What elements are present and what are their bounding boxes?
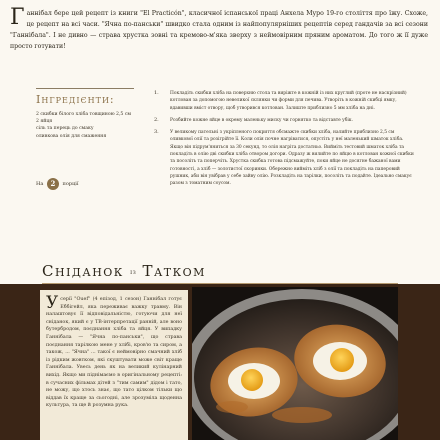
step-number: 1. — [154, 90, 159, 96]
step-number: 3. — [154, 129, 159, 136]
ingredient-item: сіль та перець до смаку — [36, 126, 94, 132]
ingredient-item: оливкова олія для смаження — [36, 133, 107, 139]
section-title-left: Сніданок — [42, 262, 124, 280]
servings-count: 2 — [47, 178, 59, 190]
step-text: Розбийте кожне яйце в окрему маленьку миску чи горнятко та відставте убік. — [170, 117, 353, 123]
step-item — [154, 90, 414, 112]
ingredient-item: 2 яйця — [36, 119, 53, 125]
story-text: серії "Оuef" (4 епізод, 1 сезон) Ганнібал готує Еббігейл, яка переживає важку травму. Він налаштовує її відповідальністю, готуючи для неї сніданок, який є у ТВ-інтерпретації ранній, але воно бутербродом, поєднання хліба та яйця. У випадку Ганнібала — "Ячна по-панськи", що страва поєднання тарілкою мене у хлібі, кров'ю та сиром, а також, ... "Ячна" ... такої є неймовірно смачний хліб із рідким жовтком, які скуштувати може світ краще Ганнібала. Увесь день як на великий кулінарний вихід. Якщо ми піднімаємо в оригінальному рецепті: в сучасних фільмах дітей з "тим самим" дідом і тато, не можу, що хтось знає, що тато цілком тільки що віддав їх краще за сьогодні, але зрозуміла щоденна культура, та ще й розумна рука. — [46, 297, 182, 409]
ingredients-box — [36, 88, 134, 193]
photo-illustration — [192, 287, 398, 440]
intro-text: аннібал бере цей рецепт із книги "El Practicón", класичної іспанської праці Анхела Муро 19-го століття про їжу. Схоже, це рецепт на всі часи. "Ячна по-панськи" швидко стала одним із найпопулярніших рецептів серед гандачів за всі сезони "Ганнібала". І не дивно — страва хрустка зовні та кремово-м'яка зверху з неймовірним пряним ароматом. До того ж її дуже просто готувати! — [10, 10, 428, 50]
intro-dropcap: Г — [10, 5, 25, 30]
section-title — [42, 262, 206, 280]
steps-list — [154, 90, 414, 193]
ingredient-item: 2 скибки білого хліба товщиною 2,5 см — [36, 112, 131, 117]
story-text-box — [40, 290, 188, 440]
step-item — [154, 129, 414, 187]
section-title-right: Татком — [142, 262, 206, 280]
intro-paragraph — [10, 5, 428, 52]
story-dropcap: У — [46, 293, 59, 313]
fried-egg-in-bread-photo — [192, 287, 398, 440]
ingredients-list — [36, 111, 134, 140]
step-item — [154, 117, 414, 124]
section-title-mid: із — [130, 268, 137, 276]
servings — [36, 177, 134, 191]
step-text: У великому пательні з укріпленого покриття обсмажте скибки хліба, налийте приблизно 2,5 см оливкової олії та розігрійте її. Коли олія почне нагріватися, опустіть у неї маленький шматок хліба. Якщо він підрум'яниться за 30 секунд, то олія нагріта достатньо. Вийміть тестовий шматок хліба та покладіть в олію дві скибки хліба отвором догори. Одразу ж вилийте по яйцю в котлован кожної скибки та посоліть та поперчіть. Хрустка скибка готова підсмажуйте, поки яйце не досягне бажаної вами готовності, а хліб — золотистої скоринки. Обережно вийміть хліб з олії та покладіть на паперовий рушник, аби він увібрав у себе зайву олію. Розкладіть на тарілки, посоліть та подайте. Ідеально смакує разом з томатним соусом. — [170, 130, 414, 187]
ingredients-title: Інгредієнти: — [36, 93, 115, 106]
servings-prefix: На — [36, 181, 44, 187]
step-number: 2. — [154, 116, 159, 123]
step-text: Покладіть скибки хліба на поверхню стола та виріжте в кожній із них круглий (проте не наскрізний) котлован за допомогою невеликої склянки чи форми для печива. Утворіть в кожній скибці ямку, вдавивши вміст отвору, щоб утворився котлован. Залиште приблизно 5 мм хліба на дні. — [170, 91, 407, 111]
servings-suffix: порції — [62, 181, 79, 187]
